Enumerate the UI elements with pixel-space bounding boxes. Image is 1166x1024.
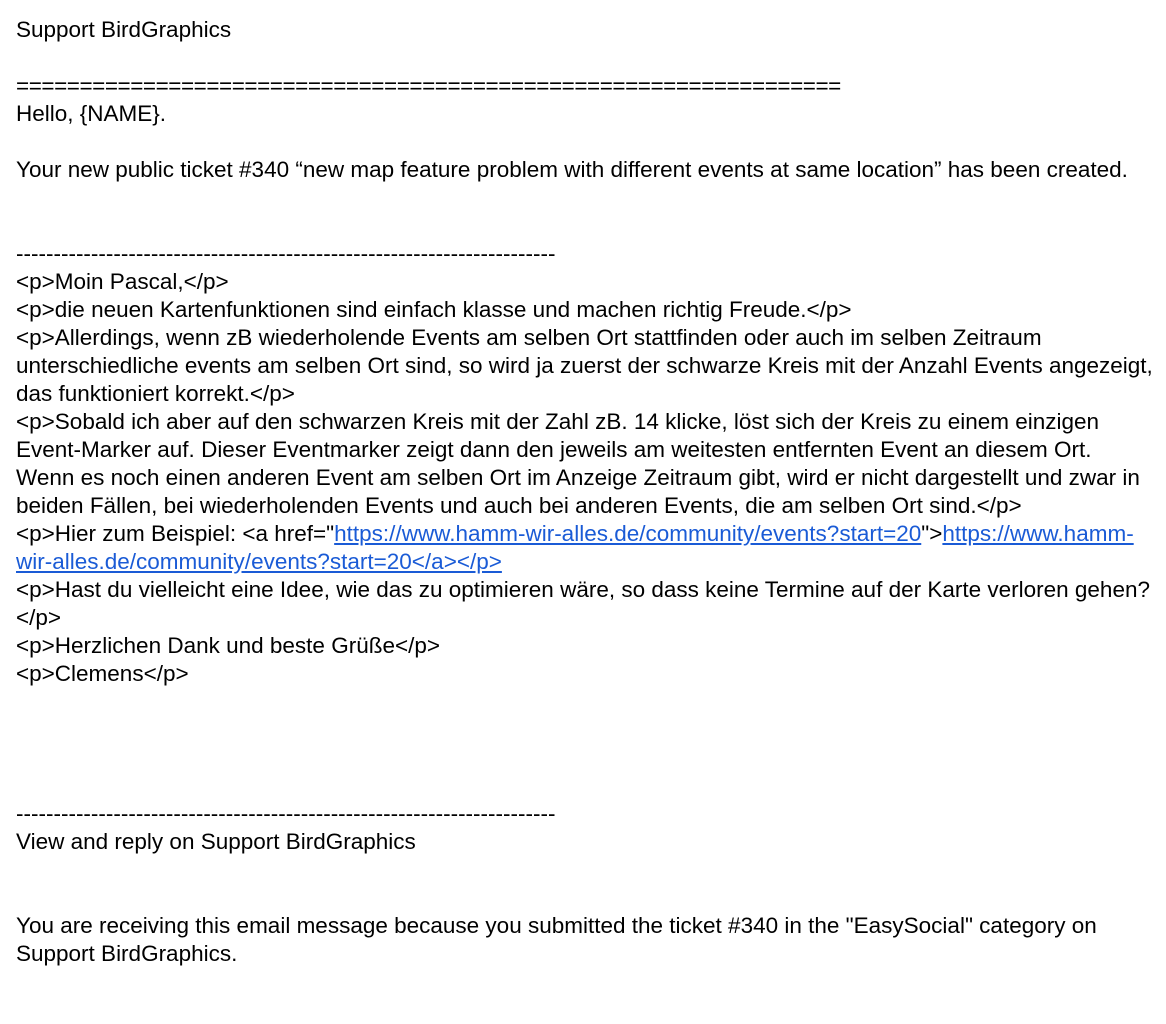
site-title: Support BirdGraphics (16, 17, 232, 42)
separator-dashes-bottom: ------------------------------------------------------------------------ (16, 801, 556, 826)
ticket-intro: Your new public ticket #340 “new map feature problem with different events at same location” has been created. (16, 157, 1128, 182)
view-reply-text: View and reply on Support BirdGraphics (16, 829, 416, 854)
separator-equals: ================================================================= (16, 73, 841, 98)
spacer (16, 772, 1156, 800)
body-paragraph-4: <p>Sobald ich aber auf den schwarzen Kreis mit der Zahl zB. 14 klicke, löst sich der Kreis zu einem einzigen Event-Marker auf. Dieser Eventmarker zeigt dann den jeweils am weitesten entfernten Event an diesem Ort. Wenn es noch einen anderen Event am selben Ort im Anzeige Zeitraum gibt, wird er nicht dargestellt und zwar in beiden Fällen, bei wiederholenden Events und auch bei anderen Events, die am selben Ort sind.</p> (16, 409, 1147, 518)
spacer (16, 688, 1156, 716)
body-paragraph-5 (16, 520, 1156, 576)
body-paragraph-8: <p>Clemens</p> (16, 661, 189, 686)
paragraph-5-prefix: <p>Hier zum Beispiel: <a href=" (16, 521, 335, 546)
body-paragraph-3: <p>Allerdings, wenn zB wiederholende Events am selben Ort stattfinden oder auch im selben Zeitraum unterschiedliche events am selben Ort sind, so wird ja zuerst der schwarze Kreis mit der Anzahl Events angezeigt, das funktioniert korrekt.</p> (16, 325, 1160, 406)
body-paragraph-2: <p>die neuen Kartenfunktionen sind einfach klasse und machen richtig Freude.</p> (16, 297, 852, 322)
body-paragraph-6: <p>Hast du vielleicht eine Idee, wie das zu optimieren wäre, so dass keine Termine auf der Karte verloren gehen?</p> (16, 577, 1150, 630)
greeting: Hello, {NAME}. (16, 101, 167, 126)
separator-dashes-top: ------------------------------------------------------------------------ (16, 241, 556, 266)
event-link-1[interactable]: https://www.hamm-wir-alles.de/community/events?start=20 (334, 521, 922, 546)
spacer (16, 856, 1156, 884)
body-paragraph-1: <p>Moin Pascal,</p> (16, 269, 229, 294)
spacer (16, 884, 1156, 912)
footer-notice: You are receiving this email message because you submitted the ticket #340 in the "EasySocial" category on Support BirdGraphics. (16, 913, 1104, 966)
spacer (16, 44, 1156, 72)
body-paragraph-7: <p>Herzlichen Dank und beste Grüße</p> (16, 633, 441, 658)
spacer (16, 744, 1156, 772)
email-message (16, 16, 1160, 968)
spacer (16, 184, 1156, 212)
event-link-2[interactable]: https://www.hamm-wir-alles.de/community/events?start=20</a></p> (16, 521, 1134, 574)
paragraph-5-mid: "> (921, 521, 943, 546)
spacer (16, 716, 1156, 744)
spacer (16, 212, 1156, 240)
spacer (16, 128, 1156, 156)
